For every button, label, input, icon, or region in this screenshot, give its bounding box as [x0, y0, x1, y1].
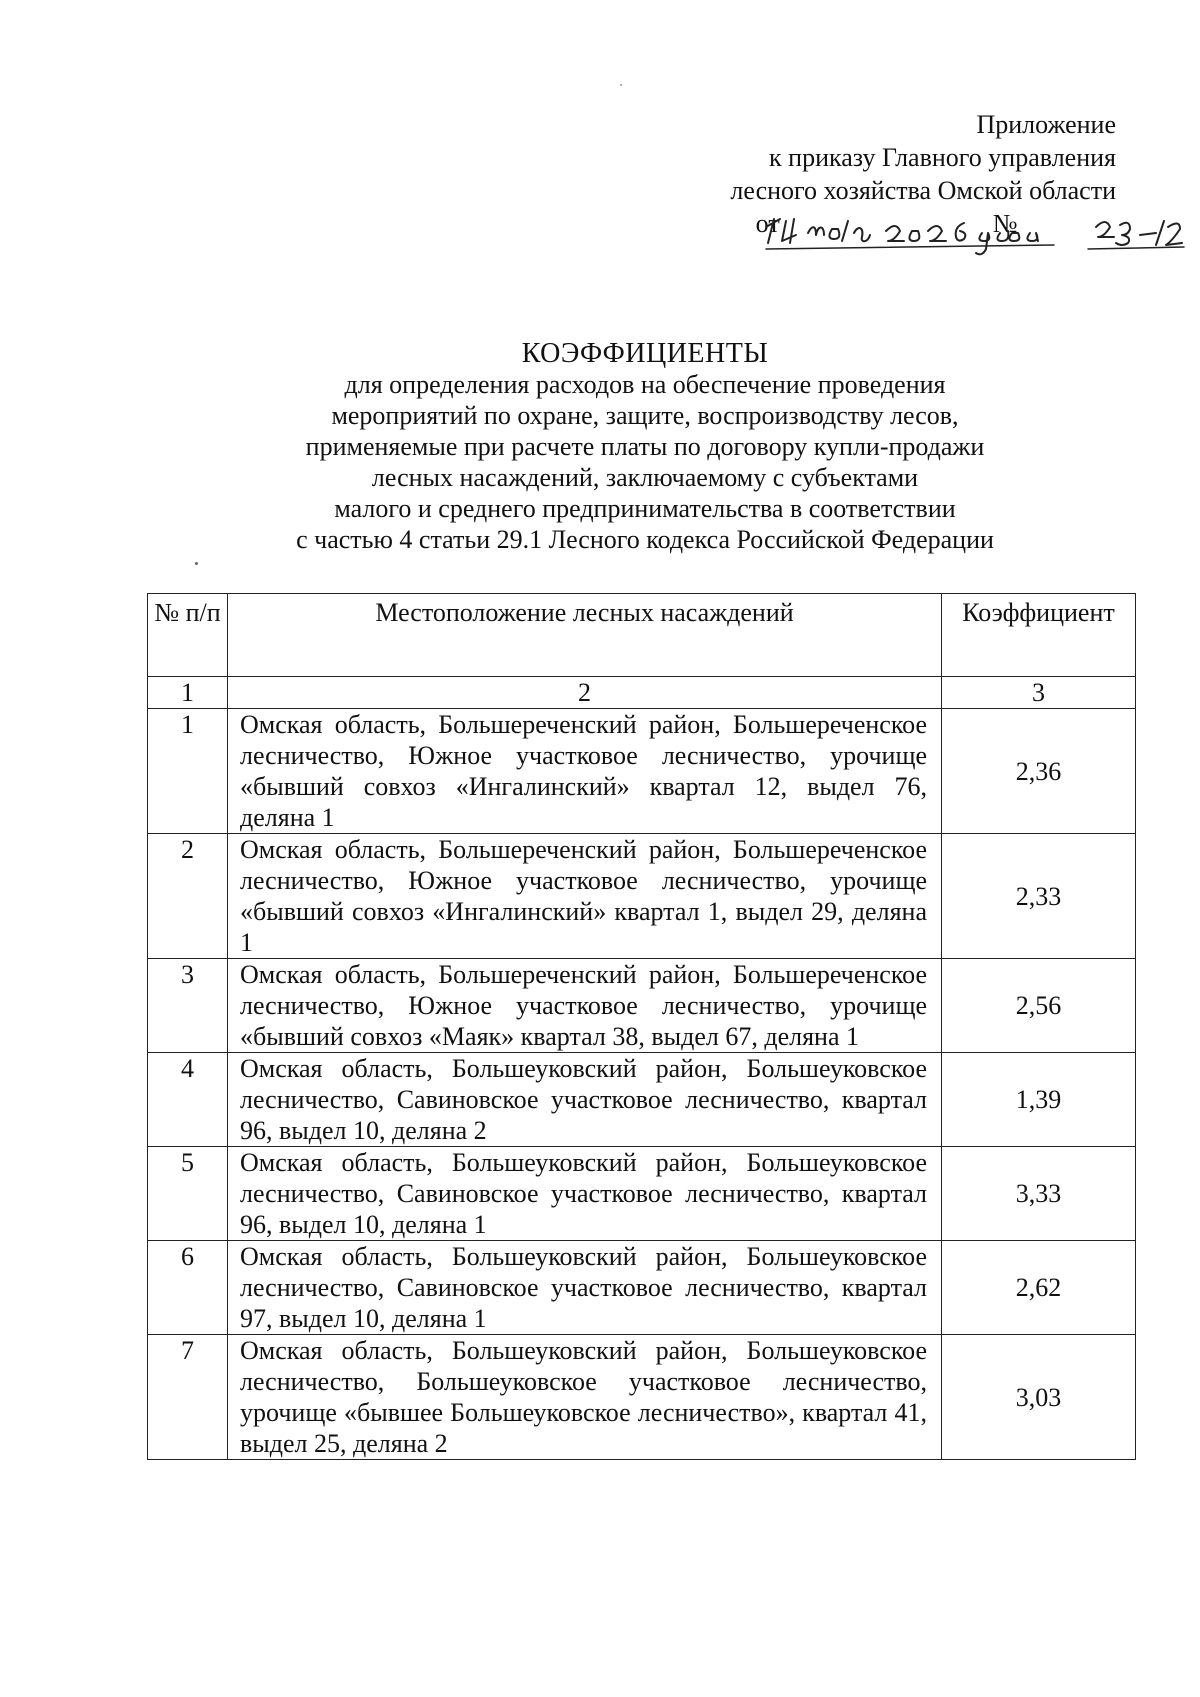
- annex-line-authority: лесного хозяйства Омской области: [730, 176, 1116, 205]
- title-line: для определения расходов на обеспечение проведения: [344, 370, 946, 399]
- row-number: 1: [148, 709, 228, 834]
- table-row: [148, 1147, 1136, 1241]
- column-number: 3: [942, 677, 1136, 709]
- title-line: малого и среднего предпринимательства в соответствии: [334, 494, 956, 523]
- row-number: 5: [148, 1147, 228, 1241]
- title-main: КОЭФФИЦИЕНТЫ: [521, 338, 769, 369]
- row-coefficient: 2,33: [942, 834, 1136, 959]
- number-prefix: №: [992, 209, 1018, 238]
- header-number: № п/п: [148, 594, 228, 677]
- row-location: Омская область, Большереченский район, Большереченское лесничество, Южное участковое лесничество, урочище «бывший совхоз «Ингалинский» квартал 1, выдел 29, деляна 1: [228, 834, 942, 959]
- scan-speck: [620, 84, 622, 86]
- row-location: Омская область, Большеуковский район, Большеуковское лесничество, Савиновское участковое лесничество, квартал 96, выдел 10, деляна 2: [228, 1053, 942, 1147]
- table-row: [148, 1241, 1136, 1335]
- handwritten-date-number: [736, 205, 1186, 260]
- column-number-row: [148, 677, 1136, 709]
- date-prefix: от: [755, 209, 780, 238]
- row-number: 7: [148, 1335, 228, 1460]
- title-line: мероприятий по охране, защите, воспроизводству лесов,: [331, 401, 959, 430]
- scan-dot: [195, 562, 198, 565]
- table-row: [148, 959, 1136, 1053]
- table-row: [148, 1335, 1136, 1460]
- table-row: [148, 709, 1136, 834]
- title-line: лесных насаждений, заключаемому с субъектами: [371, 463, 919, 492]
- annex-header: [556, 108, 1116, 240]
- row-coefficient: 1,39: [942, 1053, 1136, 1147]
- row-coefficient: 2,62: [942, 1241, 1136, 1335]
- row-location: Омская область, Большеуковский район, Большеуковское лесничество, Савиновское участковое лесничество, квартал 96, выдел 10, деляна 1: [228, 1147, 942, 1241]
- row-location: Омская область, Большереченский район, Большереченское лесничество, Южное участковое лесничество, урочище «бывший совхоз «Ингалинский» квартал 12, выдел 76, деляна 1: [228, 709, 942, 834]
- table-row: [148, 834, 1136, 959]
- coefficients-table: [147, 593, 1136, 1460]
- row-number: 3: [148, 959, 228, 1053]
- table-row: [148, 1053, 1136, 1147]
- annex-title: Приложение: [976, 110, 1116, 139]
- annex-line-order: к приказу Главного управления: [769, 143, 1116, 172]
- column-number: 2: [228, 677, 942, 709]
- row-number: 6: [148, 1241, 228, 1335]
- row-number: 4: [148, 1053, 228, 1147]
- document-title: [60, 338, 1200, 555]
- row-coefficient: 3,03: [942, 1335, 1136, 1460]
- header-coefficient: Коэффициент: [942, 594, 1136, 677]
- date-number-signature: [756, 207, 1116, 240]
- row-location: Омская область, Большереченский район, Большереченское лесничество, Южное участковое лесничество, урочище «бывший совхоз «Маяк» квартал 38, выдел 67, деляна 1: [228, 959, 942, 1053]
- title-line: применяемые при расчете платы по договору купли-продажи: [305, 432, 985, 461]
- row-location: Омская область, Большеуковский район, Большеуковское лесничество, Савиновское участковое лесничество, квартал 97, выдел 10, деляна 1: [228, 1241, 942, 1335]
- title-line: с частью 4 статьи 29.1 Лесного кодекса Российской Федерации: [296, 525, 994, 554]
- table-header-row: [148, 594, 1136, 677]
- header-location: Местоположение лесных насаждений: [228, 594, 942, 677]
- column-number: 1: [148, 677, 228, 709]
- row-coefficient: 3,33: [942, 1147, 1136, 1241]
- row-coefficient: 2,56: [942, 959, 1136, 1053]
- annex-date-number-line: [556, 207, 1116, 240]
- row-coefficient: 2,36: [942, 709, 1136, 834]
- row-location: Омская область, Большеуковский район, Большеуковское лесничество, Большеуковское участковое лесничество, урочище «бывшее Большеуковское лесничество», квартал 41, выдел 25, деляна 2: [228, 1335, 942, 1460]
- row-number: 2: [148, 834, 228, 959]
